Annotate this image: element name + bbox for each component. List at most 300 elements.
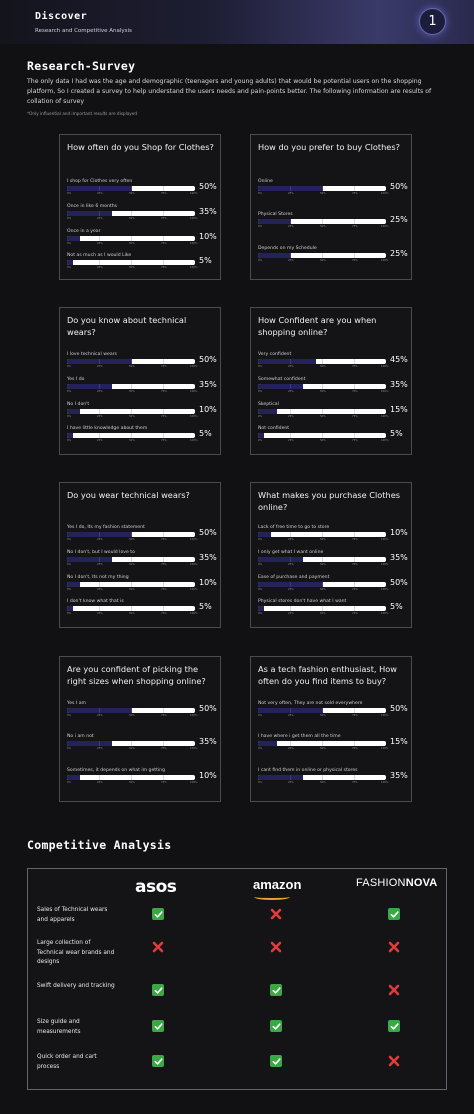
- survey-option-label: I shop for Clothes very often: [67, 179, 133, 184]
- survey-card: [250, 134, 412, 280]
- survey-axis-tick: 0%: [258, 714, 263, 717]
- survey-axis-tick: 50%: [320, 390, 326, 393]
- survey-axis-tick: 50%: [129, 266, 135, 269]
- survey-bar-tick: [163, 236, 164, 241]
- survey-bar-axis: [67, 415, 198, 419]
- survey-bar-tick: [163, 211, 164, 216]
- survey-option-label: Sometimes, it depends on what im getting: [67, 768, 166, 773]
- survey-bar-tick: [322, 582, 323, 587]
- survey-option: [258, 377, 408, 393]
- survey-bar-tick: [99, 260, 100, 265]
- survey-axis-tick: 100%: [190, 714, 198, 717]
- check-icon: [152, 1020, 164, 1032]
- survey-bar-fill: [258, 253, 290, 258]
- survey-bar-axis: [258, 612, 389, 616]
- survey-axis-tick: 75%: [161, 365, 167, 368]
- survey-card: [250, 482, 412, 628]
- survey-axis-tick: 50%: [129, 588, 135, 591]
- survey-bar-tick: [131, 384, 132, 389]
- survey-option-value: 10%: [199, 771, 217, 780]
- survey-bar-axis: [67, 242, 198, 246]
- survey-axis-tick: 25%: [97, 538, 103, 541]
- survey-bar-axis: [258, 192, 389, 196]
- survey-option: [67, 377, 217, 393]
- survey-option-label: No I don't, but I would love to: [67, 550, 135, 555]
- survey-axis-tick: 75%: [161, 612, 167, 615]
- survey-bar-tick: [99, 384, 100, 389]
- survey-bar-tick: [131, 359, 132, 364]
- survey-bar-track: [258, 186, 386, 191]
- survey-axis-tick: 100%: [190, 266, 198, 269]
- survey-bar-track: [258, 532, 386, 537]
- survey-axis-tick: 100%: [381, 192, 389, 195]
- survey-axis-tick: 75%: [161, 538, 167, 541]
- cross-icon: [388, 941, 400, 953]
- cross-icon: [270, 941, 282, 953]
- survey-axis-tick: 0%: [67, 747, 72, 750]
- survey-option-value: 5%: [199, 256, 212, 265]
- survey-note: *Only influential and important results are displayed: [27, 111, 138, 116]
- survey-bar-axis: [67, 612, 198, 616]
- survey-bar-fill: [67, 260, 73, 265]
- survey-option-label: Online: [258, 179, 273, 184]
- survey-axis-tick: 0%: [258, 781, 263, 784]
- survey-bar-tick: [99, 775, 100, 780]
- competitive-table: [27, 868, 447, 1090]
- survey-option-value: 15%: [390, 737, 408, 746]
- survey-option-value: 50%: [199, 182, 217, 191]
- survey-option-value: 10%: [390, 528, 408, 537]
- survey-card: [59, 482, 221, 628]
- survey-axis-tick: 0%: [67, 365, 72, 368]
- survey-bar-axis: [67, 781, 198, 785]
- survey-option-value: 50%: [390, 578, 408, 587]
- survey-option-value: 35%: [390, 771, 408, 780]
- survey-axis-tick: 100%: [381, 225, 389, 228]
- survey-bar-tick: [163, 582, 164, 587]
- survey-axis-tick: 25%: [97, 365, 103, 368]
- survey-bar-track: [67, 211, 195, 216]
- survey-option-label: I cant find them in online or physical stores: [258, 768, 358, 773]
- survey-bar-tick: [99, 606, 100, 611]
- survey-axis-tick: 50%: [320, 538, 326, 541]
- survey-option: [67, 179, 217, 195]
- survey-axis-tick: 100%: [190, 538, 198, 541]
- survey-axis-tick: 75%: [352, 192, 358, 195]
- survey-bar-tick: [99, 557, 100, 562]
- survey-bar-axis: [67, 192, 198, 196]
- survey-option-value: 10%: [199, 232, 217, 241]
- survey-question: How do you prefer to buy Clothes?: [258, 142, 400, 152]
- step-badge: 1: [419, 8, 446, 35]
- survey-axis-tick: 75%: [352, 225, 358, 228]
- survey-option: [67, 204, 217, 220]
- survey-bar-tick: [163, 433, 164, 438]
- survey-option: [258, 599, 408, 615]
- survey-option-label: Yes I am: [67, 701, 86, 706]
- survey-axis-tick: 100%: [381, 415, 389, 418]
- survey-axis-tick: 0%: [258, 588, 263, 591]
- survey-axis-tick: 50%: [320, 563, 326, 566]
- survey-option-label: Ease of purchase and payment: [258, 575, 330, 580]
- survey-bar-tick: [290, 582, 291, 587]
- survey-option: [67, 402, 217, 418]
- survey-question: As a tech fashion enthusiast, How often do you find items to buy?: [258, 664, 397, 686]
- survey-bar-track: [67, 557, 195, 562]
- survey-bar-track: [67, 433, 195, 438]
- survey-axis-tick: 50%: [320, 781, 326, 784]
- survey-bar-tick: [131, 211, 132, 216]
- survey-axis-tick: 75%: [352, 588, 358, 591]
- survey-option: [258, 550, 408, 566]
- survey-axis-tick: 100%: [381, 588, 389, 591]
- survey-option-label: Physical stores don't have what I want: [258, 599, 347, 604]
- survey-axis-tick: 50%: [129, 563, 135, 566]
- survey-axis-tick: 0%: [67, 242, 72, 245]
- survey-option-label: I love technical wears: [67, 352, 117, 357]
- survey-option: [258, 734, 408, 750]
- survey-bar-fill: [258, 409, 277, 414]
- survey-bar-tick: [131, 236, 132, 241]
- survey-axis-tick: 75%: [161, 714, 167, 717]
- survey-axis-tick: 25%: [97, 390, 103, 393]
- survey-axis-tick: 100%: [190, 217, 198, 220]
- survey-axis-tick: 0%: [67, 192, 72, 195]
- survey-option: [67, 701, 217, 717]
- survey-bar-tick: [322, 219, 323, 224]
- survey-axis-tick: 0%: [67, 217, 72, 220]
- survey-axis-tick: 25%: [97, 217, 103, 220]
- survey-axis-tick: 100%: [381, 612, 389, 615]
- survey-axis-tick: 50%: [320, 259, 326, 262]
- survey-bar-tick: [163, 606, 164, 611]
- survey-axis-tick: 0%: [67, 563, 72, 566]
- survey-bar-track: [258, 775, 386, 780]
- survey-axis-tick: 50%: [129, 217, 135, 220]
- survey-axis-tick: 75%: [161, 217, 167, 220]
- survey-option-label: I don't know what that is: [67, 599, 124, 604]
- survey-axis-tick: 75%: [352, 714, 358, 717]
- survey-bar-tick: [322, 253, 323, 258]
- survey-option-value: 35%: [199, 553, 217, 562]
- fashion-nova-logo: [356, 877, 437, 889]
- survey-axis-tick: 50%: [320, 439, 326, 442]
- survey-axis-tick: 0%: [67, 266, 72, 269]
- survey-option-label: Once in a year: [67, 229, 101, 234]
- survey-bar-tick: [322, 409, 323, 414]
- survey-axis-tick: 50%: [320, 415, 326, 418]
- survey-bar-tick: [131, 775, 132, 780]
- survey-axis-tick: 25%: [288, 259, 294, 262]
- survey-bar-tick: [290, 253, 291, 258]
- survey-axis-tick: 75%: [161, 390, 167, 393]
- survey-option-value: 5%: [199, 429, 212, 438]
- survey-bar-tick: [131, 260, 132, 265]
- survey-bar-tick: [354, 186, 355, 191]
- survey-axis-tick: 25%: [97, 714, 103, 717]
- survey-axis-tick: 0%: [258, 192, 263, 195]
- survey-bar-tick: [131, 557, 132, 562]
- survey-axis-tick: 75%: [161, 242, 167, 245]
- survey-axis-tick: 25%: [97, 747, 103, 750]
- survey-bar-tick: [131, 433, 132, 438]
- survey-bar-track: [67, 741, 195, 746]
- survey-bar-track: [258, 582, 386, 587]
- survey-option: [67, 734, 217, 750]
- survey-axis-tick: 50%: [320, 714, 326, 717]
- survey-axis-tick: 100%: [190, 781, 198, 784]
- survey-option-label: Not confident: [258, 426, 290, 431]
- survey-option: [67, 253, 217, 269]
- cross-icon: [152, 941, 164, 953]
- asos-logo: asos: [135, 877, 177, 897]
- survey-axis-tick: 75%: [161, 588, 167, 591]
- survey-bar-track: [258, 384, 386, 389]
- survey-bar-track: [258, 253, 386, 258]
- check-icon: [270, 1055, 282, 1067]
- survey-axis-tick: 25%: [97, 242, 103, 245]
- survey-card: [59, 134, 221, 280]
- survey-bar-axis: [258, 439, 389, 443]
- survey-axis-tick: 0%: [258, 390, 263, 393]
- survey-bar-tick: [163, 409, 164, 414]
- survey-option-value: 35%: [199, 207, 217, 216]
- survey-bar-tick: [290, 532, 291, 537]
- survey-axis-tick: 50%: [320, 588, 326, 591]
- survey-bar-fill: [67, 433, 73, 438]
- survey-question: What makes you purchase Clothes online?: [258, 490, 400, 512]
- survey-option: [67, 599, 217, 615]
- survey-bar-tick: [131, 186, 132, 191]
- survey-option-label: Depends on my Schedule: [258, 246, 317, 251]
- survey-axis-tick: 25%: [288, 588, 294, 591]
- survey-bar-track: [67, 186, 195, 191]
- survey-bar-tick: [322, 384, 323, 389]
- survey-option-value: 35%: [390, 380, 408, 389]
- survey-bar-tick: [322, 741, 323, 746]
- survey-axis-tick: 0%: [258, 259, 263, 262]
- survey-bar-tick: [99, 186, 100, 191]
- survey-option-label: Not very often, They are not sold everywhere: [258, 701, 363, 706]
- survey-bar-axis: [258, 225, 389, 229]
- survey-bar-fill: [258, 606, 264, 611]
- survey-question: Are you confident of picking the right sizes when shopping online?: [67, 664, 206, 686]
- survey-option-label: Not as much as I would Like: [67, 253, 132, 258]
- survey-bar-fill: [258, 775, 303, 780]
- survey-bar-fill: [258, 384, 303, 389]
- survey-option-label: No i am not: [67, 734, 94, 739]
- survey-bar-tick: [354, 606, 355, 611]
- survey-option-label: Yes I do, Its my fashion statement: [67, 525, 145, 530]
- survey-card: [59, 307, 221, 455]
- survey-axis-tick: 0%: [67, 781, 72, 784]
- survey-bar-tick: [322, 532, 323, 537]
- survey-axis-tick: 0%: [67, 714, 72, 717]
- fashion-nova-logo-part-2: NOVA: [405, 877, 438, 889]
- survey-option-value: 5%: [199, 602, 212, 611]
- survey-axis-tick: 0%: [67, 415, 72, 418]
- survey-bar-axis: [258, 747, 389, 751]
- survey-option-value: 5%: [390, 602, 403, 611]
- survey-bar-tick: [290, 433, 291, 438]
- survey-axis-tick: 25%: [288, 225, 294, 228]
- survey-bar-tick: [99, 359, 100, 364]
- survey-axis-tick: 0%: [67, 390, 72, 393]
- survey-axis-tick: 75%: [352, 612, 358, 615]
- survey-title: Research-Survey: [27, 59, 136, 73]
- survey-bar-track: [67, 236, 195, 241]
- survey-bar-track: [258, 433, 386, 438]
- check-icon: [152, 908, 164, 920]
- survey-axis-tick: 25%: [288, 415, 294, 418]
- survey-axis-tick: 100%: [190, 612, 198, 615]
- survey-option-label: Somewhat confident: [258, 377, 306, 382]
- survey-axis-tick: 75%: [161, 415, 167, 418]
- survey-bar-tick: [354, 219, 355, 224]
- survey-bar-tick: [354, 741, 355, 746]
- survey-bar-track: [67, 359, 195, 364]
- survey-option-value: 5%: [390, 429, 403, 438]
- survey-bar-fill: [67, 211, 112, 216]
- survey-bar-track: [67, 260, 195, 265]
- survey-bar-tick: [290, 606, 291, 611]
- survey-option-value: 35%: [199, 380, 217, 389]
- survey-axis-tick: 25%: [288, 365, 294, 368]
- survey-bar-tick: [99, 741, 100, 746]
- survey-axis-tick: 100%: [190, 747, 198, 750]
- survey-bar-tick: [99, 409, 100, 414]
- survey-bar-tick: [354, 532, 355, 537]
- survey-axis-tick: 75%: [352, 781, 358, 784]
- survey-bar-tick: [163, 775, 164, 780]
- survey-option: [67, 352, 217, 368]
- survey-card: [250, 656, 412, 802]
- survey-axis-tick: 100%: [190, 439, 198, 442]
- survey-axis-tick: 0%: [258, 563, 263, 566]
- survey-option-value: 25%: [390, 215, 408, 224]
- survey-bar-fill: [67, 582, 80, 587]
- survey-axis-tick: 50%: [129, 242, 135, 245]
- survey-bar-tick: [322, 557, 323, 562]
- survey-axis-tick: 100%: [381, 747, 389, 750]
- survey-axis-tick: 25%: [97, 415, 103, 418]
- survey-option: [67, 229, 217, 245]
- survey-bar-axis: [67, 714, 198, 718]
- survey-axis-tick: 100%: [381, 365, 389, 368]
- survey-axis-tick: 75%: [352, 365, 358, 368]
- survey-axis-tick: 50%: [129, 714, 135, 717]
- survey-bar-tick: [163, 708, 164, 713]
- survey-option-value: 35%: [199, 737, 217, 746]
- survey-bar-track: [67, 582, 195, 587]
- survey-bar-tick: [163, 260, 164, 265]
- survey-bar-fill: [258, 433, 264, 438]
- survey-bar-tick: [354, 433, 355, 438]
- survey-bar-tick: [290, 557, 291, 562]
- page-header: [0, 0, 474, 44]
- survey-axis-tick: 25%: [288, 747, 294, 750]
- survey-axis-tick: 100%: [381, 781, 389, 784]
- survey-axis-tick: 75%: [352, 415, 358, 418]
- survey-option: [258, 575, 408, 591]
- survey-bar-axis: [258, 259, 389, 263]
- survey-bar-track: [258, 606, 386, 611]
- survey-axis-tick: 25%: [97, 781, 103, 784]
- survey-bar-tick: [99, 236, 100, 241]
- survey-bar-fill: [67, 384, 112, 389]
- survey-bar-axis: [258, 714, 389, 718]
- survey-axis-tick: 25%: [288, 192, 294, 195]
- survey-question: Do you know about technical wears?: [67, 315, 187, 337]
- survey-bar-tick: [322, 359, 323, 364]
- survey-intro: The only data I had was the age and demographic (teenagers and young adults) that would be potential users on the shopping platform, So I created a survey to help understand the users needs and pain-points better. The following information are results of collation of survey: [27, 78, 432, 105]
- survey-axis-tick: 25%: [288, 390, 294, 393]
- survey-option: [258, 402, 408, 418]
- survey-bar-tick: [354, 384, 355, 389]
- competitive-row-label: Size guide and measurements: [37, 1019, 81, 1035]
- survey-option-label: Yes I do: [67, 377, 85, 382]
- survey-bar-tick: [322, 606, 323, 611]
- survey-axis-tick: 0%: [258, 365, 263, 368]
- survey-option-value: 10%: [199, 578, 217, 587]
- survey-axis-tick: 50%: [129, 390, 135, 393]
- survey-axis-tick: 0%: [258, 439, 263, 442]
- survey-axis-tick: 100%: [381, 563, 389, 566]
- survey-question: How often do you Shop for Clothes?: [67, 142, 214, 152]
- survey-axis-tick: 25%: [288, 538, 294, 541]
- fashion-nova-logo-part-1: FASHION: [356, 877, 406, 889]
- competitive-row-label: Quick order and cart process: [37, 1054, 97, 1070]
- survey-bar-tick: [131, 741, 132, 746]
- survey-option: [258, 701, 408, 717]
- survey-bar-track: [258, 557, 386, 562]
- check-icon: [388, 908, 400, 920]
- survey-bar-track: [67, 606, 195, 611]
- survey-bar-tick: [354, 708, 355, 713]
- survey-bar-tick: [163, 384, 164, 389]
- survey-option-label: Skeptical: [258, 402, 279, 407]
- survey-bar-axis: [258, 563, 389, 567]
- survey-option: [258, 212, 408, 228]
- survey-bar-fill: [67, 606, 73, 611]
- survey-option-value: 35%: [390, 553, 408, 562]
- survey-option-value: 45%: [390, 355, 408, 364]
- survey-bar-tick: [322, 186, 323, 191]
- survey-bar-tick: [354, 253, 355, 258]
- competitive-title: Competitive Analysis: [27, 838, 172, 852]
- survey-option-label: Once in like 6 months: [67, 204, 118, 209]
- survey-bar-fill: [67, 557, 112, 562]
- survey-bar-fill: [258, 557, 303, 562]
- survey-bar-fill: [258, 741, 277, 746]
- survey-axis-tick: 75%: [352, 563, 358, 566]
- survey-bar-tick: [290, 708, 291, 713]
- survey-bar-track: [258, 409, 386, 414]
- survey-axis-tick: 50%: [320, 747, 326, 750]
- survey-bar-axis: [67, 217, 198, 221]
- survey-option: [258, 179, 408, 195]
- survey-bar-tick: [163, 359, 164, 364]
- survey-axis-tick: 100%: [190, 192, 198, 195]
- survey-axis-tick: 50%: [129, 192, 135, 195]
- survey-axis-tick: 50%: [320, 365, 326, 368]
- survey-axis-tick: 100%: [381, 538, 389, 541]
- survey-option-label: I have little knowledge about them: [67, 426, 148, 431]
- survey-bar-fill: [258, 219, 290, 224]
- survey-bar-tick: [354, 409, 355, 414]
- survey-bar-tick: [131, 708, 132, 713]
- survey-option-label: Very confident: [258, 352, 292, 357]
